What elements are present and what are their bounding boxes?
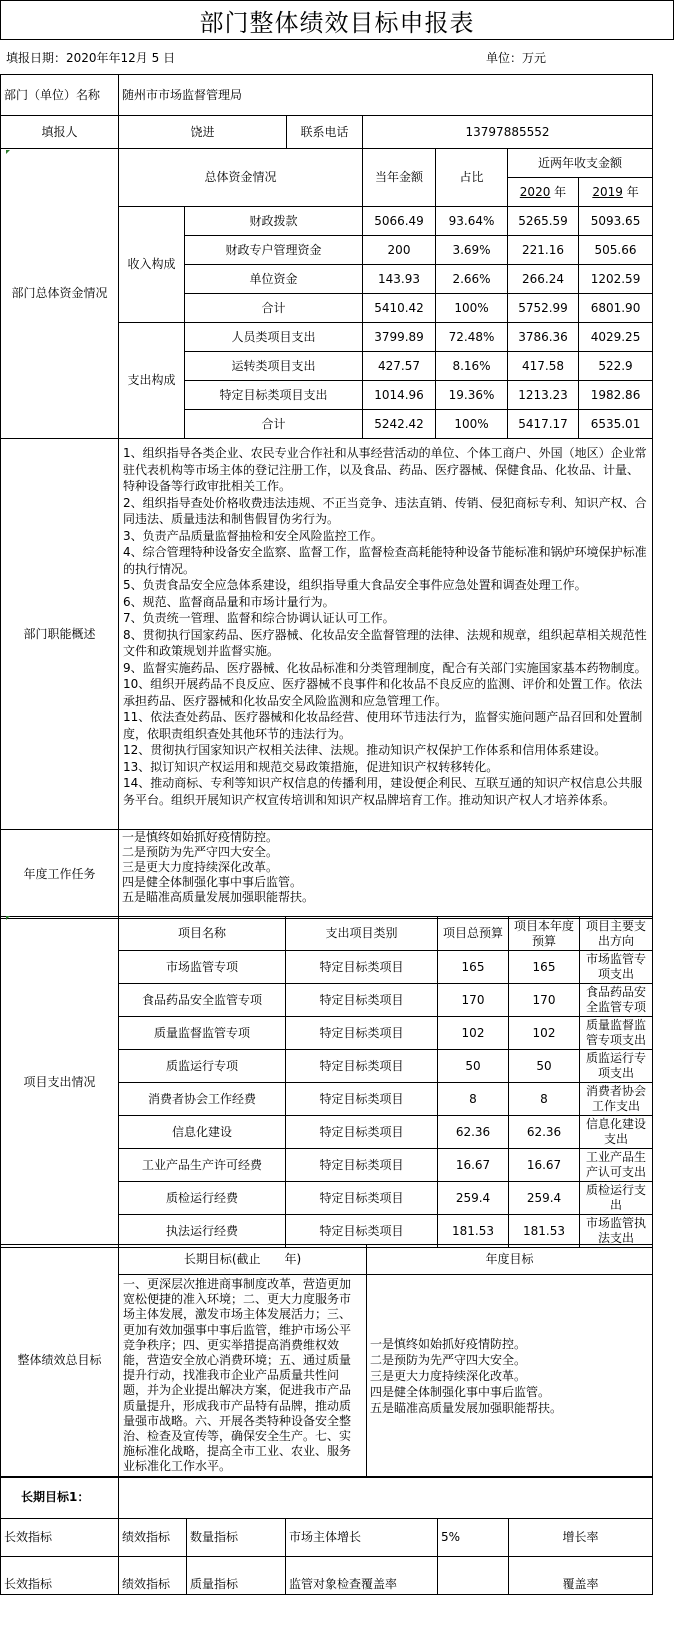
indicator-category: 长效指标 — [1, 1519, 119, 1557]
duty-item: 10、组织开展药品不良反应、医疗器械不良事件和化妆品不良反应的监测、评价和处置工作。依法承担药品、医疗器械和化妆品安全风险监测和应急管理工作。 — [123, 677, 643, 708]
project-direction: 消费者协会工作支出 — [580, 1083, 653, 1116]
project-year: 8 — [509, 1083, 580, 1116]
ratio-label: 占比 — [436, 149, 508, 207]
project-type: 特定目标类项目 — [286, 984, 438, 1017]
annual-tasks-text — [119, 830, 653, 919]
annual-goal-item: 五是瞄准高质量发展加强职能帮扶。 — [370, 1400, 563, 1415]
project-year: 181.53 — [509, 1215, 580, 1248]
duty-item: 7、负责统一管理、监督和综合协调认证认可工作。 — [123, 611, 395, 625]
goals-table — [0, 1244, 653, 1478]
project-year: 170 — [509, 984, 580, 1017]
form-table — [0, 74, 653, 919]
duties-label: 部门职能概述 — [1, 439, 119, 830]
duties-text — [119, 439, 653, 830]
duty-item: 4、综合管理特种设备安全监察、监督工作，监督检查高耗能特种设备节能标准和锅炉环境保护标准的执行情况。 — [123, 545, 647, 576]
income-label: 收入构成 — [119, 207, 185, 323]
duty-item: 11、依法查处药品、医疗器械和化妆品经营、使用环节违法行为，监督实施问题产品召回和处置制度，依职责组织查处其他环节的违法行为。 — [123, 710, 643, 741]
annual-tasks-label: 年度工作任务 — [1, 830, 119, 919]
indicator-row-partial — [1, 1557, 653, 1595]
project-name-header: 项目名称 — [119, 917, 286, 951]
income-2020: 5752.99 — [508, 294, 579, 323]
expense-name: 合计 — [185, 410, 363, 439]
current-amount-label: 当年金额 — [363, 149, 436, 207]
expense-name: 人员类项目支出 — [185, 323, 363, 352]
expense-current: 5242.42 — [363, 410, 436, 439]
indicator-unit: 增长率 — [509, 1519, 653, 1557]
annual-goal-header: 年度目标 — [367, 1245, 653, 1275]
duty-item: 13、拟订知识产权运用和规范交易政策措施，促进知识产权转移转化。 — [123, 759, 499, 774]
project-type: 特定目标类项目 — [286, 1116, 438, 1149]
project-year: 50 — [509, 1050, 580, 1083]
duty-item: 14、推动商标、专利等知识产权信息的传播利用，建设便企利民、互联互通的知识产权信息公共服务平台。组织开展知识产权宣传培训和知识产权品牌培育工作。推动知识产权人才培养体系。 — [123, 776, 643, 807]
duty-item: 12、贯彻执行国家知识产权相关法律、法规。推动知识产权保护工作体系和信用体系建设。 — [123, 743, 607, 757]
expense-2020: 417.58 — [508, 352, 579, 381]
year-2020-header: 2020 年 — [508, 178, 579, 207]
project-type: 特定目标类项目 — [286, 1083, 438, 1116]
project-name: 信息化建设 — [119, 1116, 286, 1149]
project-name: 质量监督监管专项 — [119, 1017, 286, 1050]
indicator-level1: 绩效指标 — [119, 1557, 187, 1595]
income-current: 200 — [363, 236, 436, 265]
project-direction: 质检运行支出 — [580, 1182, 653, 1215]
income-current: 5410.42 — [363, 294, 436, 323]
project-name: 执法运行经费 — [119, 1215, 286, 1248]
expense-2019: 4029.25 — [579, 323, 653, 352]
indicator-value — [438, 1557, 509, 1595]
income-name: 财政拨款 — [185, 207, 363, 236]
long-goal1-row — [1, 1477, 653, 1519]
project-direction: 质量监督监管专项支出 — [580, 1017, 653, 1050]
income-2020: 266.24 — [508, 265, 579, 294]
long-goal1-value — [119, 1477, 653, 1519]
duty-item: 2、组织指导查处价格收费违法违规、不正当竞争、违法直销、传销、侵犯商标专利、知识产权、合同违法、质量违法和制售假冒伪劣行为。 — [123, 495, 647, 526]
project-name: 市场监管专项 — [119, 951, 286, 984]
income-ratio: 2.66% — [436, 265, 508, 294]
recent-two-years-label: 近两年收支金额 — [508, 149, 653, 178]
indicator-unit: 覆盖率 — [509, 1557, 653, 1595]
project-total: 259.4 — [438, 1182, 509, 1215]
project-name: 食品药品安全监管专项 — [119, 984, 286, 1017]
task-item: 一是慎终如始抓好疫情防控。 — [122, 830, 279, 844]
goals-header-row — [1, 1245, 653, 1275]
project-direction: 市场监管专项支出 — [580, 951, 653, 984]
project-total: 165 — [438, 951, 509, 984]
project-year: 259.4 — [509, 1182, 580, 1215]
income-ratio: 93.64% — [436, 207, 508, 236]
income-2019: 6801.90 — [579, 294, 653, 323]
project-name: 消费者协会工作经费 — [119, 1083, 286, 1116]
annual-tasks-row — [1, 830, 653, 919]
contact-row — [1, 116, 653, 149]
project-type: 特定目标类项目 — [286, 1050, 438, 1083]
income-2020: 5265.59 — [508, 207, 579, 236]
project-total: 170 — [438, 984, 509, 1017]
duty-item: 8、贯彻执行国家药品、医疗器械、化妆品安全监督管理的法律、法规和规章，组织起草相关规范性文件和政策规划并监督实施。 — [123, 627, 647, 658]
indicator-category: 长效指标 — [1, 1557, 119, 1595]
expense-current: 1014.96 — [363, 381, 436, 410]
cell-comment-marker — [6, 916, 10, 920]
annual-goal-item: 四是健全体制强化事中事后监管。 — [370, 1384, 551, 1399]
long-term-text: 一、更深层次推进商事制度改革，营造更加宽松便捷的准入环境；二、更大力度服务市场主体发展，激发市场主体发展活力；三、更加有效加强事中事后监管，维护市场公平竞争秩序；四、更实举措提高消费维权效能，营造安全放心消费环境；五、通过质量提升行动，找准我市企业产品质量共性问题，并为企业提出解决方案，促进我市产品质量提升，形成我市产品特有品牌，推动质量强市战略。六、开展各类特种设备安全整治、检查及宣传等，确保安全生产。七、实施标准化战略，提高全市工业、农业、服务业标准化工作水平。 — [119, 1275, 367, 1478]
expense-current: 3799.89 — [363, 323, 436, 352]
projects-header-row — [1, 917, 653, 951]
expense-2020: 1213.23 — [508, 381, 579, 410]
project-name: 工业产品生产许可经费 — [119, 1149, 286, 1182]
page-title: 部门整体绩效目标申报表 — [0, 0, 674, 40]
task-item: 三是更大力度持续深化改革。 — [122, 860, 279, 874]
income-2019: 1202.59 — [579, 265, 653, 294]
annual-goal-item: 一是慎终如始抓好疫情防控。 — [370, 1336, 527, 1351]
expense-2019: 522.9 — [579, 352, 653, 381]
project-type: 特定目标类项目 — [286, 1215, 438, 1248]
income-name: 合计 — [185, 294, 363, 323]
duty-item: 6、规范、监督商品量和市场计量行为。 — [123, 594, 335, 609]
expense-ratio: 19.36% — [436, 381, 508, 410]
duty-item: 5、负责食品安全应急体系建设，组织指导重大食品安全事件应急处置和调查处理工作。 — [123, 578, 587, 592]
expense-name: 运转类项目支出 — [185, 352, 363, 381]
task-item: 四是健全体制强化事中事后监管。 — [122, 875, 303, 889]
project-total: 181.53 — [438, 1215, 509, 1248]
annual-goal-text — [367, 1275, 653, 1478]
indicator-table — [0, 1476, 653, 1595]
income-current: 5066.49 — [363, 207, 436, 236]
project-direction: 质监运行专项支出 — [580, 1050, 653, 1083]
project-direction: 工业产品生产认可支出 — [580, 1149, 653, 1182]
phone-number: 13797885552 — [363, 116, 653, 149]
project-year: 102 — [509, 1017, 580, 1050]
goals-label: 整体绩效总目标 — [1, 1245, 119, 1478]
duty-item: 1、组织指导各类企业、农民专业合作社和从事经营活动的单位、个体工商户、外国（地区）企业常驻代表机构等市场主体的登记注册工作，以及食品、药品、医疗器械、保健食品、化妆品、计量、特种设备等行政审批相关工作。 — [123, 446, 647, 493]
projects-label: 项目支出情况 — [1, 917, 119, 1248]
expense-name: 特定目标类项目支出 — [185, 381, 363, 410]
project-direction: 市场监管执法支出 — [580, 1215, 653, 1248]
income-ratio: 100% — [436, 294, 508, 323]
expense-2020: 3786.36 — [508, 323, 579, 352]
overall-funds-label: 总体资金情况 — [119, 149, 363, 207]
expense-ratio: 100% — [436, 410, 508, 439]
funds-section-label: 部门总体资金情况 — [1, 149, 119, 439]
expense-2019: 1982.86 — [579, 381, 653, 410]
project-total: 62.36 — [438, 1116, 509, 1149]
project-direction-header: 项目主要支出方向 — [580, 917, 653, 951]
income-2019: 5093.65 — [579, 207, 653, 236]
cell-comment-marker — [6, 150, 10, 154]
project-total: 102 — [438, 1017, 509, 1050]
project-total-header: 项目总预算 — [438, 917, 509, 951]
dept-label: 部门（单位）名称 — [1, 75, 119, 116]
income-current: 143.93 — [363, 265, 436, 294]
income-2020: 221.16 — [508, 236, 579, 265]
annual-goal-item: 三是更大力度持续深化改革。 — [370, 1368, 527, 1383]
annual-goal-item: 二是预防为先严守四大安全。 — [370, 1352, 527, 1367]
project-name: 质检运行经费 — [119, 1182, 286, 1215]
fill-date: 填报日期：2020年年12月 5 日 — [6, 51, 176, 65]
filler-label: 填报人 — [1, 116, 119, 149]
filler-name: 饶进 — [119, 116, 287, 149]
task-item: 二是预防为先严守四大安全。 — [122, 845, 279, 859]
indicator-name: 监管对象检查覆盖率 — [286, 1557, 438, 1595]
dept-row — [1, 75, 653, 116]
duty-item: 3、负责产品质量监督抽检和安全风险监控工作。 — [123, 528, 383, 543]
projects-table — [0, 916, 653, 1248]
year-2019-header: 2019 年 — [579, 178, 653, 207]
duty-item: 9、监督实施药品、医疗器械、化妆品标准和分类管理制度，配合有关部门实施国家基本药物制度。 — [123, 660, 647, 675]
project-type: 特定目标类项目 — [286, 1182, 438, 1215]
indicator-level2: 数量指标 — [187, 1519, 286, 1557]
project-type: 特定目标类项目 — [286, 1149, 438, 1182]
unit-label: 单位：万元 — [486, 51, 547, 65]
expense-label: 支出构成 — [119, 323, 185, 439]
expense-ratio: 8.16% — [436, 352, 508, 381]
dept-name: 随州市市场监督管理局 — [119, 75, 653, 116]
expense-2019: 6535.01 — [579, 410, 653, 439]
duties-row — [1, 439, 653, 830]
project-year: 16.67 — [509, 1149, 580, 1182]
project-total: 16.67 — [438, 1149, 509, 1182]
project-direction: 信息化建设支出 — [580, 1116, 653, 1149]
income-ratio: 3.69% — [436, 236, 508, 265]
task-item: 五是瞄准高质量发展加强职能帮扶。 — [122, 890, 315, 904]
long-goal1-label: 长期目标1： — [1, 1477, 119, 1519]
project-year: 62.36 — [509, 1116, 580, 1149]
indicator-name: 市场主体增长 — [286, 1519, 438, 1557]
project-total: 8 — [438, 1083, 509, 1116]
income-name: 财政专户管理资金 — [185, 236, 363, 265]
income-2019: 505.66 — [579, 236, 653, 265]
project-type: 特定目标类项目 — [286, 951, 438, 984]
expense-2020: 5417.17 — [508, 410, 579, 439]
project-year: 165 — [509, 951, 580, 984]
project-total: 50 — [438, 1050, 509, 1083]
income-name: 单位资金 — [185, 265, 363, 294]
indicator-value: 5% — [438, 1519, 509, 1557]
project-type-header: 支出项目类别 — [286, 917, 438, 951]
project-year-header: 项目本年度预算 — [509, 917, 580, 951]
indicator-row — [1, 1519, 653, 1557]
project-name: 质监运行专项 — [119, 1050, 286, 1083]
project-type: 特定目标类项目 — [286, 1017, 438, 1050]
indicator-level2: 质量指标 — [187, 1557, 286, 1595]
phone-label: 联系电话 — [287, 116, 363, 149]
long-term-header: 长期目标(截止 年) — [119, 1245, 367, 1275]
indicator-level1: 绩效指标 — [119, 1519, 187, 1557]
expense-ratio: 72.48% — [436, 323, 508, 352]
expense-current: 427.57 — [363, 352, 436, 381]
project-direction: 食品药品安全监管专项 — [580, 984, 653, 1017]
funds-header-row — [1, 149, 653, 178]
